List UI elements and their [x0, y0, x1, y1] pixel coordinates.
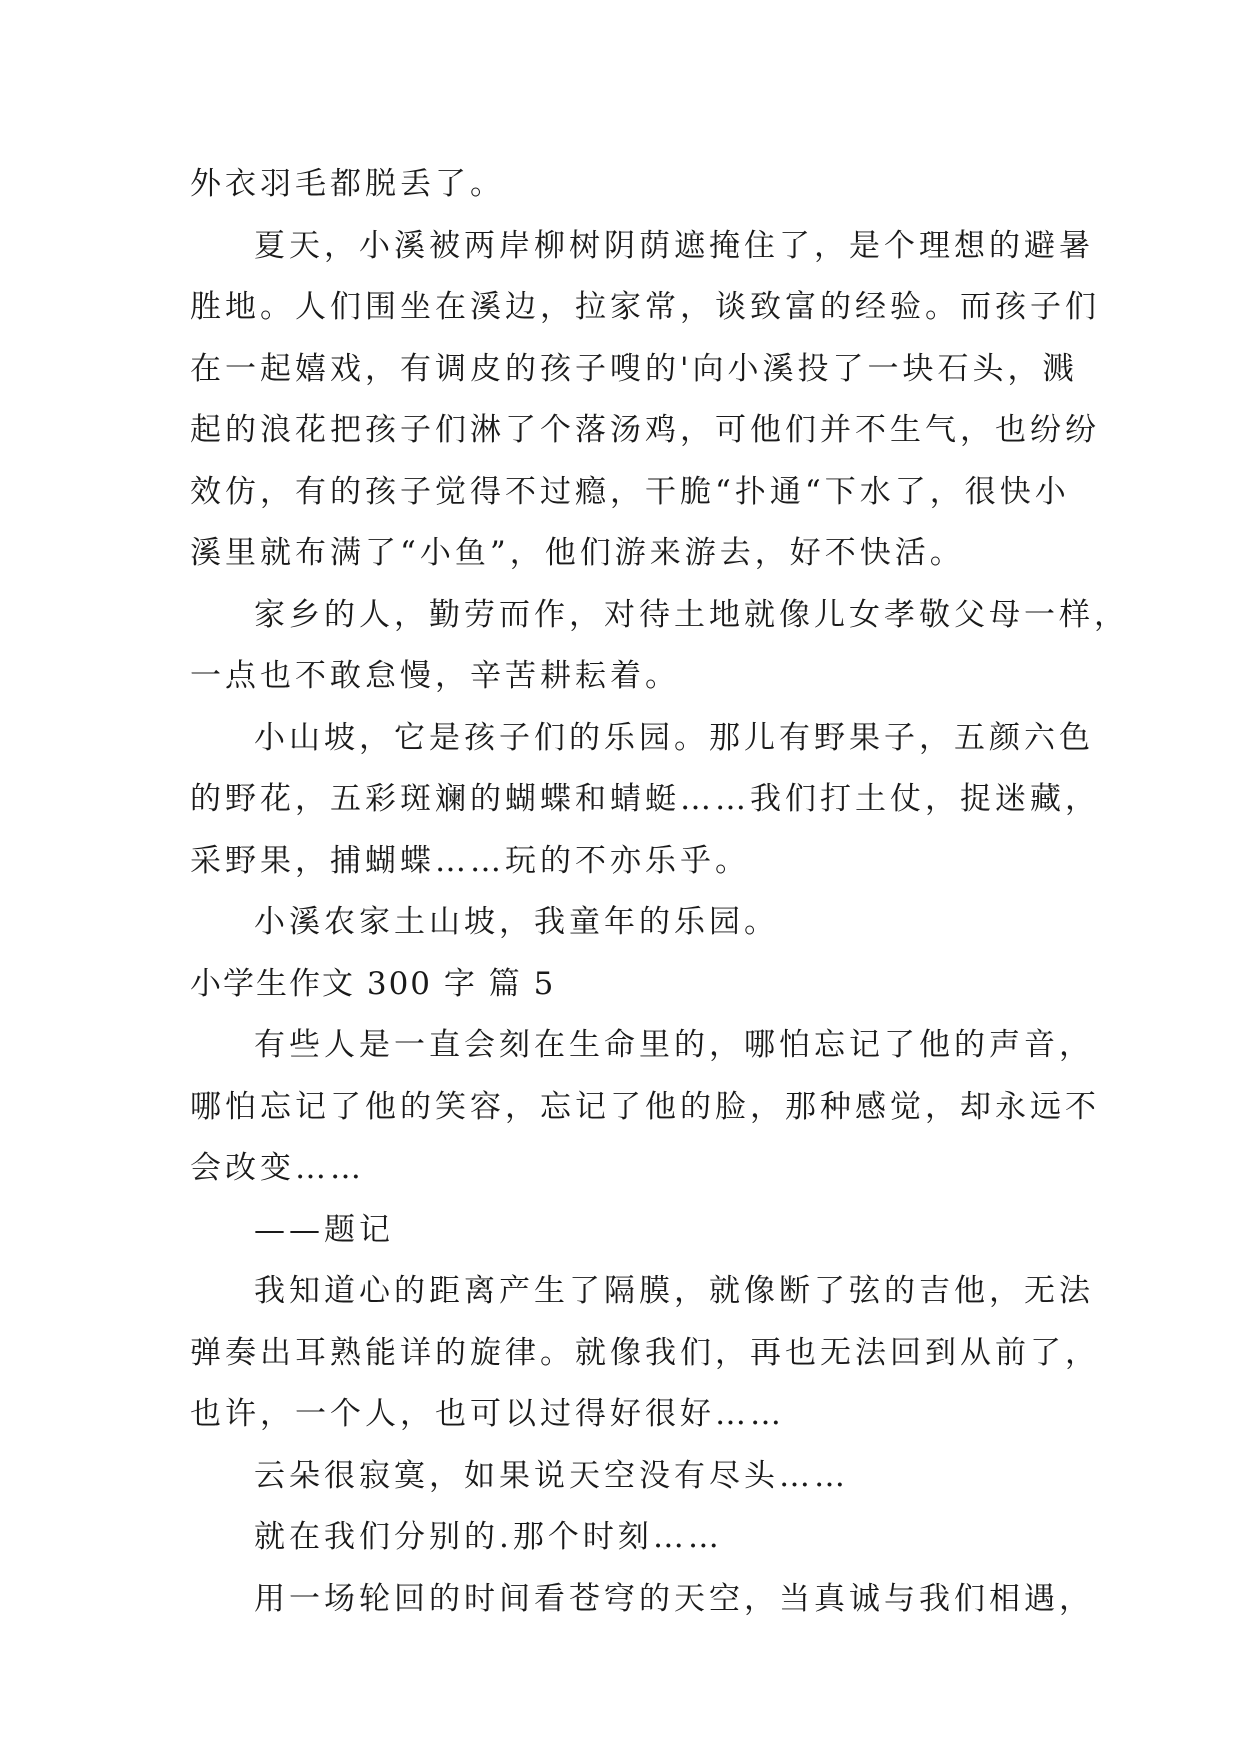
text-line: 胜地。人们围坐在溪边，拉家常，谈致富的经验。而孩子们	[190, 289, 1100, 325]
text-line: 云朵很寂寞，如果说天空没有尽头……	[254, 1457, 849, 1494]
text-line: 弹奏出耳熟能详的旋律。就像我们，再也无法回到从前了，	[190, 1334, 1100, 1371]
text-line: 溪里就布满了“小鱼”，他们游来游去，好不快活。	[190, 535, 965, 571]
text-line: 效仿，有的孩子觉得不过瘾，干脆“扑通“下水了，很快小	[190, 473, 1070, 510]
text-line: 小山坡，它是孩子们的乐园。那儿有野果子，五颜六色	[254, 719, 1094, 756]
text-line: 会改变……	[190, 1150, 365, 1186]
document-body	[190, 154, 1129, 1630]
text-line: 的野花，五彩斑斓的蝴蝶和蜻蜓……我们打土仗，捉迷藏，	[190, 781, 1100, 817]
text-line: 就在我们分别的.那个时刻……	[254, 1519, 723, 1555]
text-line: 小溪农家土山坡，我童年的乐园。	[254, 904, 779, 940]
text-line: 采野果，捕蝴蝶……玩的不亦乐乎。	[190, 842, 750, 879]
text-line: 家乡的人，勤劳而作，对待土地就像儿女孝敬父母一样，	[254, 596, 1129, 633]
epigraph-attribution: ——题记	[254, 1211, 394, 1248]
text-line: 外衣羽毛都脱丢了。	[190, 166, 505, 202]
text-line: 有些人是一直会刻在生命里的，哪怕忘记了他的声音，	[254, 1027, 1094, 1063]
text-line: 在一起嬉戏，有调皮的孩子嗖的'向小溪投了一块石头，溅	[190, 350, 1078, 387]
text-line: 也许，一个人，也可以过得好很好……	[190, 1396, 785, 1432]
section-heading: 小学生作文 300 字 篇 5	[190, 965, 556, 1002]
text-line: 起的浪花把孩子们淋了个落汤鸡，可他们并不生气，也纷纷	[190, 412, 1100, 448]
text-line: 一点也不敢怠慢，辛苦耕耘着。	[190, 658, 680, 694]
text-line: 哪怕忘记了他的笑容，忘记了他的脸，那种感觉，却永远不	[190, 1088, 1100, 1125]
text-line: 夏天，小溪被两岸柳树阴荫遮掩住了，是个理想的避暑	[254, 227, 1094, 264]
text-line: 用一场轮回的时间看苍穹的天空，当真诚与我们相遇，	[254, 1580, 1094, 1617]
text-line: 我知道心的距离产生了隔膜，就像断了弦的吉他，无法	[254, 1273, 1094, 1309]
